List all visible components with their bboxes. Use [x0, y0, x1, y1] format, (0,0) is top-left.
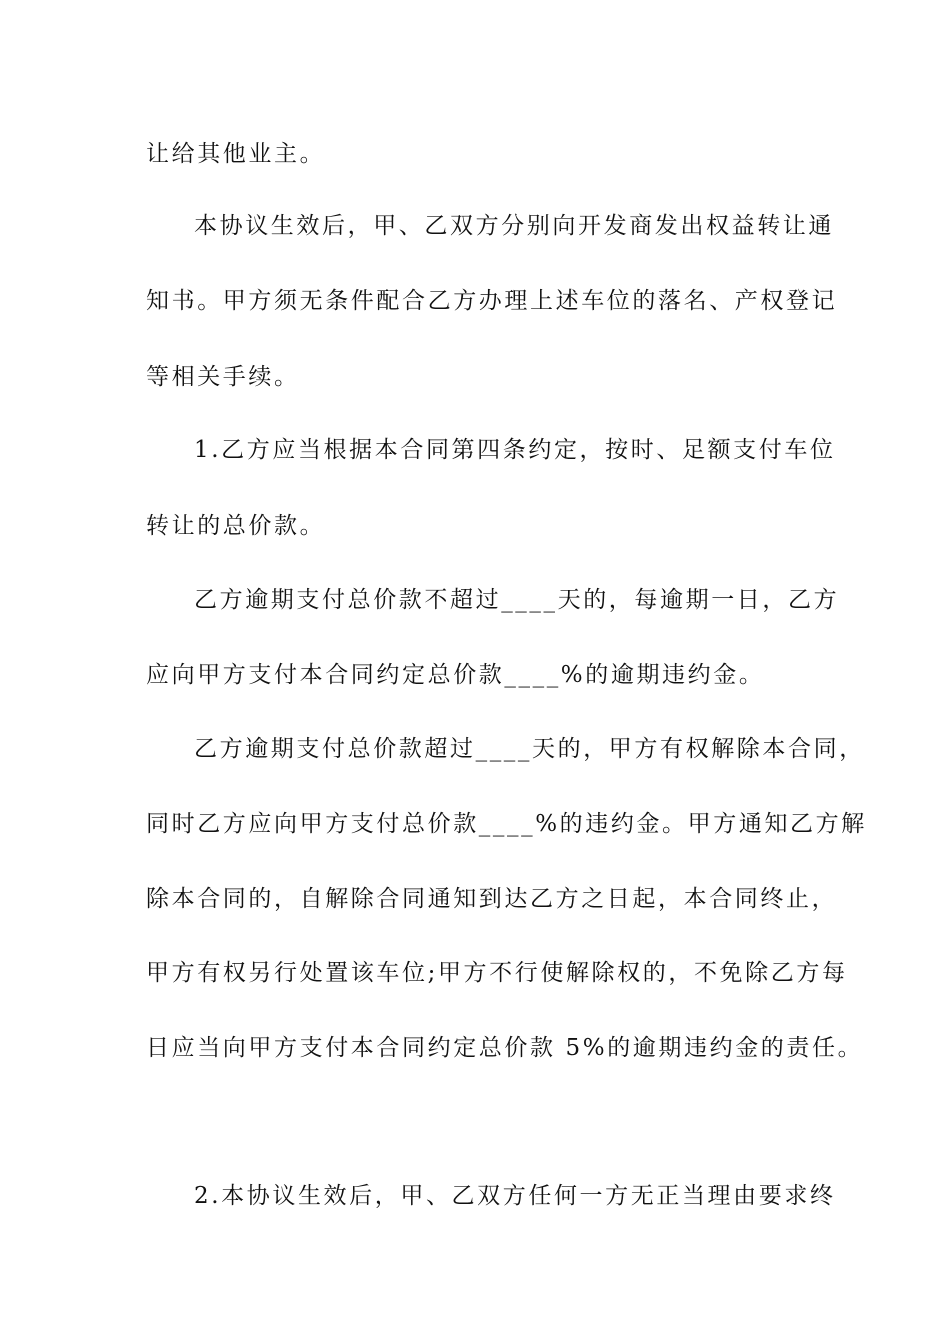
text-line-10: 同时乙方应向甲方支付总价款____%的违约金。甲方通知乙方解: [146, 811, 867, 837]
text-line-2: 本协议生效后，甲、乙双方分别向开发商发出权益转让通: [194, 213, 834, 239]
text-line-14: 2.本协议生效后，甲、乙双方任何一方无正当理由要求终: [194, 1183, 836, 1209]
text-line-11: 除本合同的，自解除合同通知到达乙方之日起，本合同终止，: [146, 886, 838, 912]
text-line-8: 应向甲方支付本合同约定总价款____%的逾期违约金。: [146, 662, 765, 688]
text-line-9: 乙方逾期支付总价款超过____天的，甲方有权解除本合同，: [194, 736, 865, 762]
text-line-1: 让给其他业主。: [146, 141, 326, 167]
text-line-12: 甲方有权另行处置该车位;甲方不行使解除权的，不免除乙方每: [146, 960, 848, 986]
text-line-13: 日应当向甲方支付本合同约定总价款 5%的逾期违约金的责任。: [146, 1035, 864, 1061]
text-line-7: 乙方逾期支付总价款不超过____天的，每逾期一日，乙方: [194, 587, 840, 613]
text-line-5: 1.乙方应当根据本合同第四条约定，按时、足额支付车位: [194, 437, 836, 463]
text-line-4: 等相关手续。: [146, 364, 300, 390]
text-line-6: 转让的总价款。: [146, 513, 326, 539]
text-line-3: 知书。甲方须无条件配合乙方办理上述车位的落名、产权登记: [146, 288, 838, 314]
